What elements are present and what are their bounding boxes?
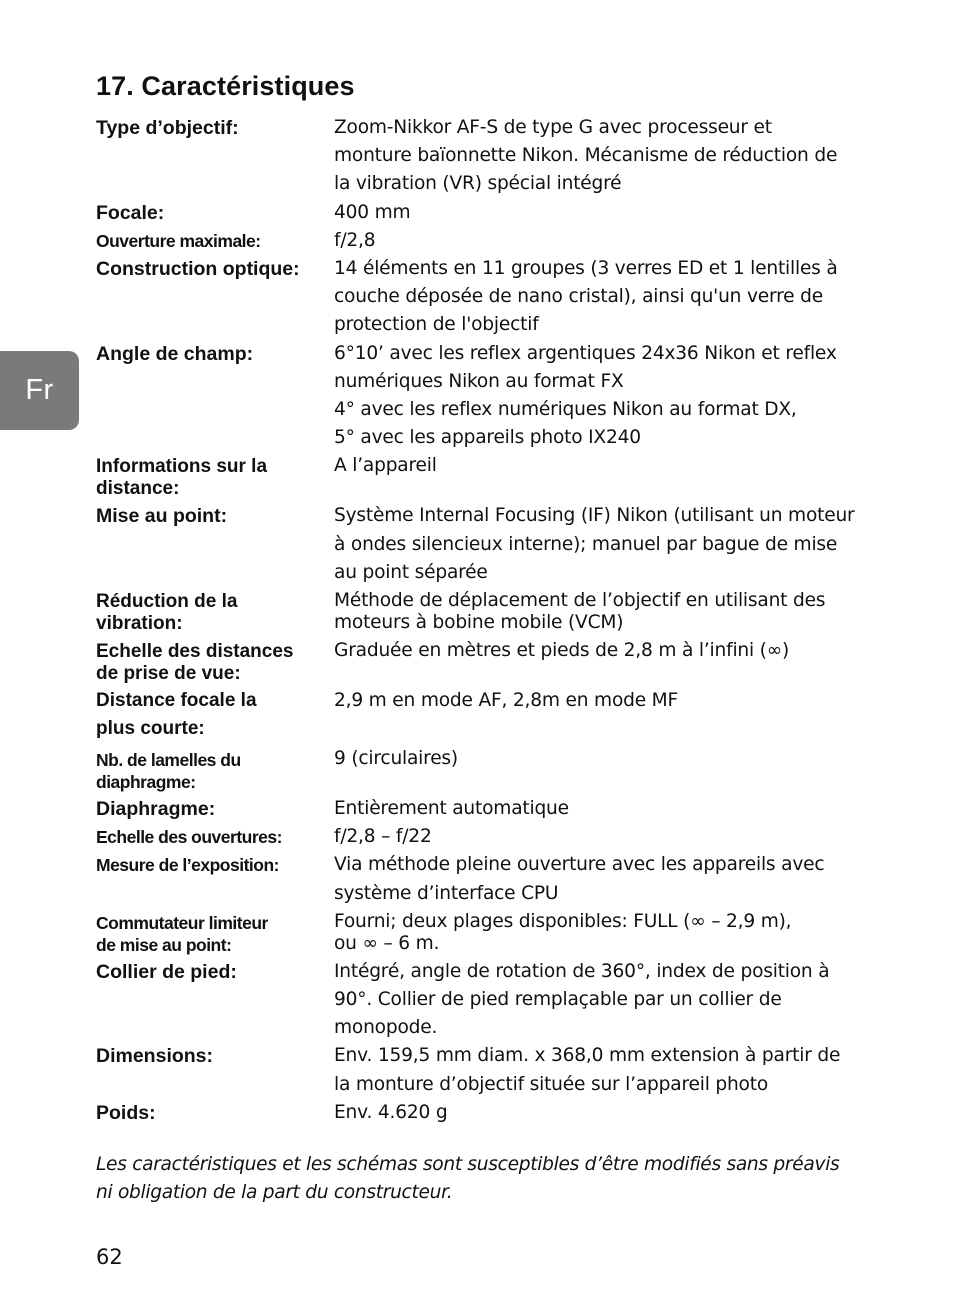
spec-label: Réduction de la vibration: <box>96 591 238 635</box>
spec-row-diaphragm <box>96 795 886 823</box>
spec-row-max-aperture <box>96 227 886 255</box>
spec-row-diaphragm-blades <box>96 745 886 795</box>
spec-label: Angle de champ: <box>96 342 254 365</box>
spec-value: 9 (circulaires) <box>334 748 458 770</box>
spec-value: Intégré, angle de rotation de 360°, index de position à 90°. Collier de pied remplaçable par un collier de monopode. <box>334 960 830 1039</box>
page-number: 62 <box>96 1245 123 1269</box>
spec-value: 6°10’ avec les reflex argentiques 24x36 Nikon et reflex numériques Nikon au format FX 4° avec les reflex numériques Nikon au format DX, 5° avec les appareils photo IX240 <box>334 342 837 449</box>
spec-label: Diaphragme: <box>96 798 216 821</box>
spec-label: Mise au point: <box>96 505 228 528</box>
spec-value: Méthode de déplacement de l’objectif en utilisant des moteurs à bobine mobile (VCM) <box>334 590 826 634</box>
spec-label: Focale: <box>96 201 165 224</box>
spec-value: Zoom-Nikkor AF-S de type G avec processeur et monture baïonnette Nikon. Mécanisme de réduction de la vibration (VR) spécial intégré <box>334 117 838 195</box>
spec-label: Collier de pied: <box>96 960 237 983</box>
spec-row-aperture-range <box>96 823 886 851</box>
spec-label: Nb. de lamelles du diaphragme: <box>96 750 241 793</box>
spec-label: Informations sur la distance: <box>96 456 268 500</box>
spec-row-focal-length <box>96 199 886 227</box>
spec-label: Echelle des distances de prise de vue: <box>96 641 294 685</box>
spec-row-distance-scale <box>96 637 886 687</box>
spec-label: Echelle des ouvertures: <box>96 827 282 848</box>
spec-label: Dimensions: <box>96 1045 214 1068</box>
spec-row-vibration-reduction <box>96 587 886 637</box>
spec-value: 14 éléments en 11 groupes (3 verres ED et 1 lentilles à couche déposée de nano cristal), ainsi qu'un verre de protection de l'objectif <box>334 258 838 336</box>
spec-value: Env. 159,5 mm diam. x 368,0 mm extension à partir de la monture d’objectif située sur l’appareil photo <box>334 1045 841 1095</box>
spec-row-focusing <box>96 502 886 587</box>
spec-label: Commutateur limiteur de mise au point: <box>96 912 268 955</box>
spec-value: Via méthode pleine ouverture avec les appareils avec système d’interface CPU <box>334 854 825 904</box>
spec-label: Mesure de l’exposition: <box>96 855 279 876</box>
disclaimer-note: Les caractéristiques et les schémas sont susceptibles d’être modifiés sans préavis ni obligation de la part du constructeur. <box>96 1154 840 1204</box>
spec-value: 400 mm <box>334 201 411 223</box>
spec-value: Fourni; deux plages disponibles: FULL (∞ – 2,9 m), ou ∞ – 6 m. <box>334 910 792 954</box>
spec-row-lens-construction <box>96 255 886 340</box>
spec-row-weight <box>96 1099 886 1127</box>
spec-value: Graduée en mètres et pieds de 2,8 m à l’infini (∞) <box>334 640 790 662</box>
language-tab: Fr <box>0 351 79 430</box>
spec-row-focus-limit-switch <box>96 908 886 958</box>
spec-row-exposure-measurement <box>96 851 886 907</box>
spec-label: Poids: <box>96 1101 156 1124</box>
spec-row-distance-information <box>96 452 886 502</box>
spec-value: Système Internal Focusing (IF) Nikon (utilisant un moteur à ondes silencieux interne); manuel par bague de mise au point séparée <box>334 505 855 583</box>
spec-value: f/2,8 – f/22 <box>334 826 432 848</box>
spec-label: Distance focale la plus courte: <box>96 690 257 740</box>
spec-label: Construction optique: <box>96 258 300 281</box>
spec-label: Ouverture maximale: <box>96 230 261 251</box>
specifications-list <box>96 114 886 1127</box>
spec-row-closest-focus <box>96 687 886 745</box>
spec-value: Env. 4.620 g <box>334 1101 448 1123</box>
spec-value: f/2,8 <box>334 229 376 251</box>
spec-row-lens-type <box>96 114 886 199</box>
spec-row-tripod-collar <box>96 958 886 1043</box>
spec-row-dimensions <box>96 1042 886 1098</box>
spec-value: A l’appareil <box>334 455 437 477</box>
spec-label: Type d’objectif: <box>96 117 239 139</box>
spec-value: Entièrement automatique <box>334 798 569 820</box>
spec-value: 2,9 m en mode AF, 2,8m en mode MF <box>334 690 679 712</box>
page-title: 17. Caractéristiques <box>96 71 355 101</box>
spec-row-angle-of-view <box>96 340 886 453</box>
